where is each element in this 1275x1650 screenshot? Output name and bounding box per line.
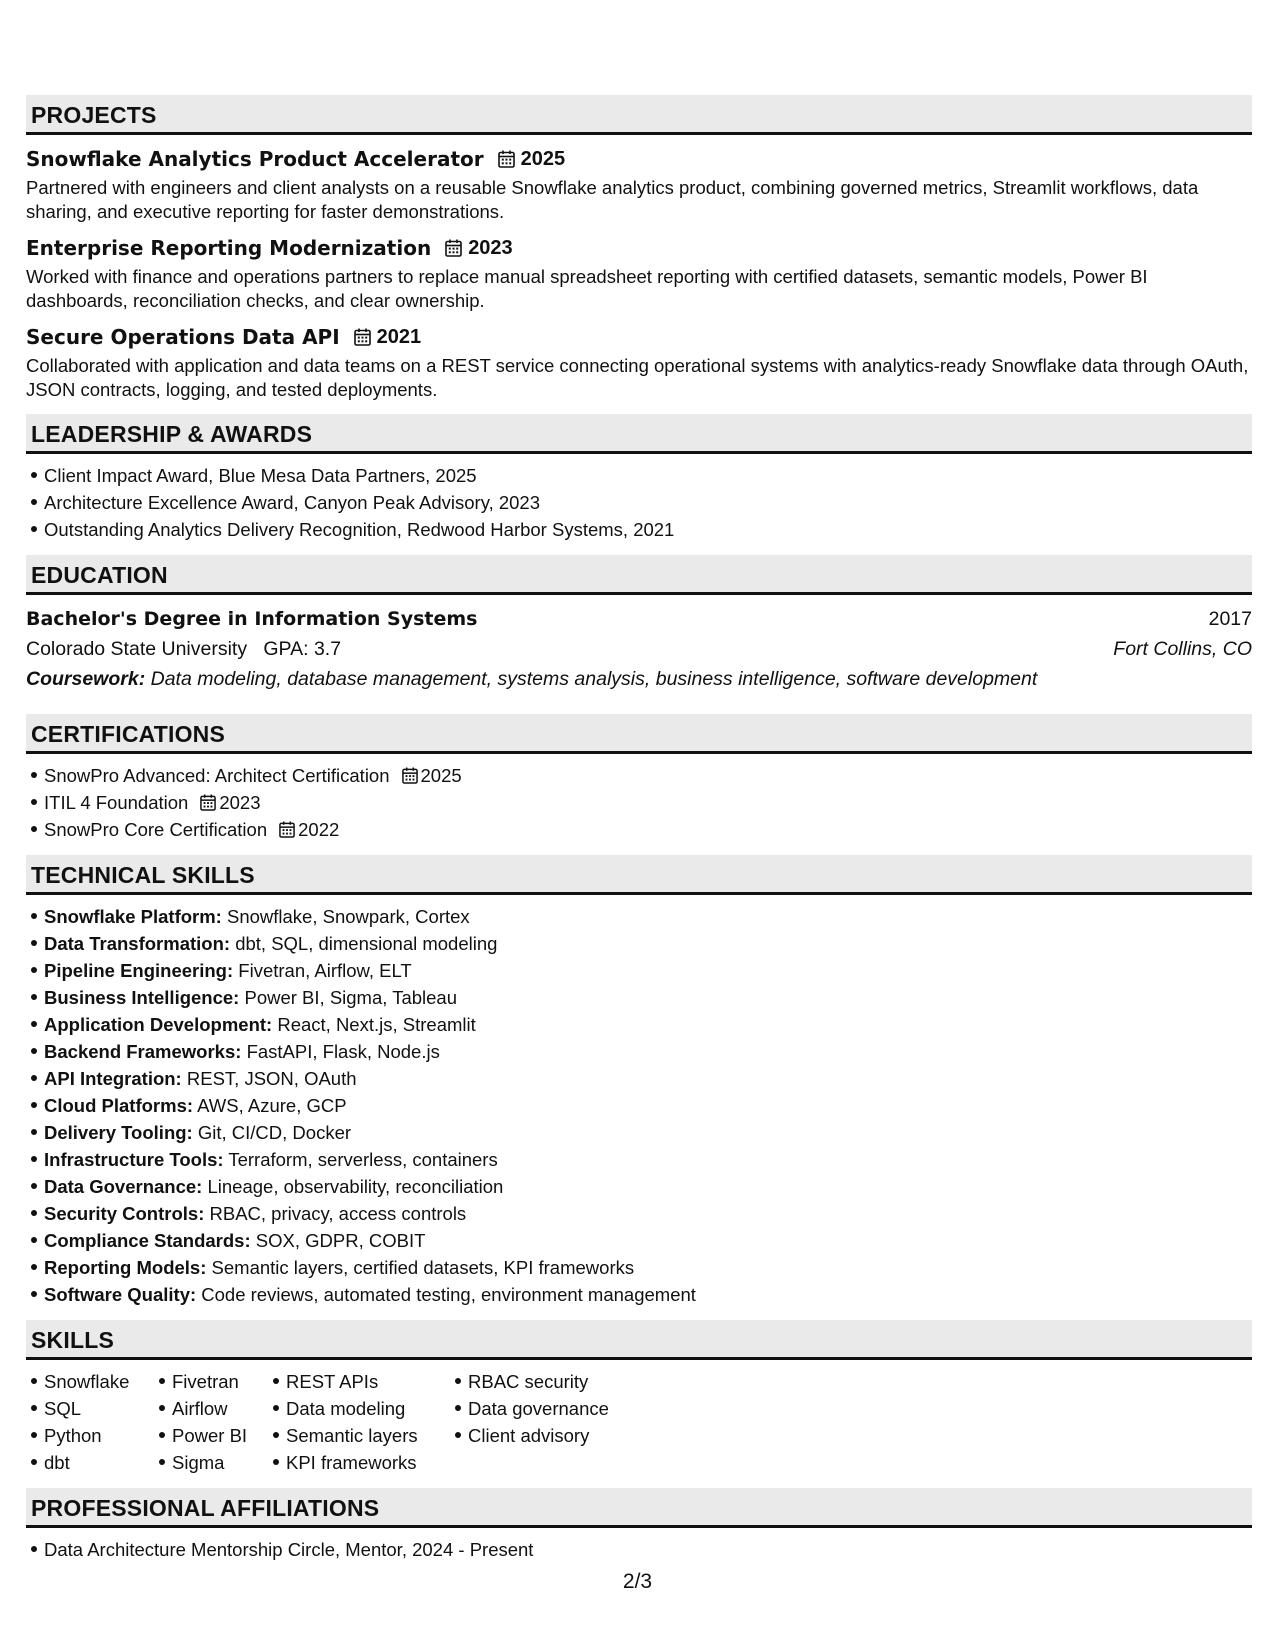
skill-category-label: Data Governance:: [44, 1176, 203, 1197]
calendar-icon: [498, 150, 515, 168]
cert-year: 2025: [420, 765, 462, 786]
calendar-icon: [402, 767, 418, 784]
list-item: [44, 1254, 1252, 1281]
coursework: [26, 664, 1252, 694]
calendar-icon: [200, 794, 216, 811]
project-title: Secure Operations Data API: [26, 325, 340, 349]
page-number: 2/3: [622, 1570, 653, 1593]
awards-list: [26, 462, 1252, 543]
skills-grid: [26, 1368, 1252, 1476]
list-item: Outstanding Analytics Delivery Recognition, Redwood Harbor Systems, 2021: [44, 516, 1252, 543]
cert-name: SnowPro Advanced: Architect Certification: [44, 765, 390, 786]
skill-category-value: SOX, GDPR, COBIT: [255, 1230, 426, 1251]
list-item: SQL: [44, 1395, 154, 1422]
cert-year: 2023: [219, 792, 261, 813]
section-heading-affiliations: PROFESSIONAL AFFILIATIONS: [26, 1488, 1252, 1528]
skills-column: [154, 1368, 268, 1476]
skill-category-label: Security Controls:: [44, 1203, 205, 1224]
project-description: Collaborated with application and data teams on a REST service connecting operational systems with analytics-ready Snowflake data through OAuth, JSON contracts, logging, and tested deployments.: [26, 355, 1249, 400]
skill-category-label: Pipeline Engineering:: [44, 960, 234, 981]
list-item: [44, 1092, 1252, 1119]
list-item: Semantic layers: [286, 1422, 450, 1449]
skill-category-label: Snowflake Platform:: [44, 906, 222, 927]
list-item: Power BI: [172, 1422, 268, 1449]
list-item: Python: [44, 1422, 154, 1449]
coursework-label: Coursework:: [26, 668, 146, 690]
list-item: Client advisory: [468, 1422, 609, 1449]
list-item: [44, 957, 1252, 984]
skill-category-label: API Integration:: [44, 1068, 182, 1089]
calendar-icon: [445, 239, 462, 257]
list-item: [44, 1065, 1252, 1092]
list-item: [44, 903, 1252, 930]
list-item: Sigma: [172, 1449, 268, 1476]
section-heading-skills: SKILLS: [26, 1320, 1252, 1360]
resume-page: [26, 95, 1252, 1563]
skill-category-label: Infrastructure Tools:: [44, 1149, 224, 1170]
list-item: [44, 1227, 1252, 1254]
calendar-icon: [354, 328, 371, 346]
skill-category-label: Business Intelligence:: [44, 987, 240, 1008]
list-item: Airflow: [172, 1395, 268, 1422]
list-item: Fivetran: [172, 1368, 268, 1395]
skill-category-label: Backend Frameworks:: [44, 1041, 242, 1062]
list-item: [44, 762, 1252, 789]
affiliations-list: [26, 1536, 1252, 1563]
skill-category-label: Reporting Models:: [44, 1257, 207, 1278]
skill-category-value: RBAC, privacy, access controls: [209, 1203, 467, 1224]
list-item: [44, 1011, 1252, 1038]
list-item: [44, 1119, 1252, 1146]
graduation-year: 2017: [1208, 608, 1252, 630]
skill-category-value: FastAPI, Flask, Node.js: [246, 1041, 440, 1062]
project-title: Snowflake Analytics Product Accelerator: [26, 147, 484, 171]
project-year: 2021: [376, 326, 422, 348]
list-item: [44, 930, 1252, 957]
section-heading-education: EDUCATION: [26, 555, 1252, 595]
skill-category-label: Software Quality:: [44, 1284, 197, 1305]
project-title: Enterprise Reporting Modernization: [26, 236, 432, 260]
project-item: [26, 146, 1252, 224]
cert-name: SnowPro Core Certification: [44, 819, 268, 840]
list-item: [44, 789, 1252, 816]
skill-category-value: Lineage, observability, reconciliation: [207, 1176, 504, 1197]
project-item: [26, 324, 1252, 402]
education-entry: [26, 604, 1252, 694]
skill-category-label: Cloud Platforms:: [44, 1095, 194, 1116]
list-item: KPI frameworks: [286, 1449, 450, 1476]
list-item: [44, 1173, 1252, 1200]
list-item: [44, 1200, 1252, 1227]
list-item: RBAC security: [468, 1368, 609, 1395]
coursework-text: Data modeling, database management, systems analysis, business intelligence, software development: [150, 668, 1038, 690]
section-heading-leadership: LEADERSHIP & AWARDS: [26, 414, 1252, 454]
skill-category-value: Fivetran, Airflow, ELT: [238, 960, 412, 981]
list-item: [44, 984, 1252, 1011]
list-item: dbt: [44, 1449, 154, 1476]
section-heading-technical-skills: TECHNICAL SKILLS: [26, 855, 1252, 895]
cert-name: ITIL 4 Foundation: [44, 792, 189, 813]
list-item: Client Impact Award, Blue Mesa Data Partners, 2025: [44, 462, 1252, 489]
skill-category-label: Data Transformation:: [44, 933, 231, 954]
skill-category-value: REST, JSON, OAuth: [186, 1068, 357, 1089]
skill-category-value: dbt, SQL, dimensional modeling: [235, 933, 498, 954]
list-item: Data Architecture Mentorship Circle, Mentor, 2024 - Present: [44, 1536, 1252, 1563]
skill-category-value: Power BI, Sigma, Tableau: [244, 987, 458, 1008]
section-heading-certifications: CERTIFICATIONS: [26, 714, 1252, 754]
skill-category-label: Compliance Standards:: [44, 1230, 251, 1251]
school-location: Fort Collins, CO: [1113, 638, 1252, 660]
list-item: Data modeling: [286, 1395, 450, 1422]
list-item: [44, 1038, 1252, 1065]
list-item: Architecture Excellence Award, Canyon Peak Advisory, 2023: [44, 489, 1252, 516]
skills-column: [26, 1368, 154, 1476]
list-item: [44, 816, 1252, 843]
project-year: 2025: [520, 148, 566, 170]
list-item: Snowflake: [44, 1368, 154, 1395]
school-name: Colorado State University: [26, 638, 248, 660]
gpa: GPA: 3.7: [263, 638, 342, 660]
degree-title: Bachelor's Degree in Information Systems: [26, 608, 478, 630]
list-item: REST APIs: [286, 1368, 450, 1395]
calendar-icon: [279, 821, 295, 838]
skill-category-value: AWS, Azure, GCP: [197, 1095, 347, 1116]
skills-column: [450, 1368, 609, 1476]
skill-category-value: Snowflake, Snowpark, Cortex: [226, 906, 470, 927]
certifications-list: [26, 762, 1252, 843]
list-item: Data governance: [468, 1395, 609, 1422]
skill-category-value: Terraform, serverless, containers: [228, 1149, 498, 1170]
skill-category-value: Code reviews, automated testing, environment management: [201, 1284, 696, 1305]
cert-year: 2022: [298, 819, 340, 840]
skill-category-label: Delivery Tooling:: [44, 1122, 193, 1143]
project-item: [26, 235, 1252, 313]
skill-category-value: React, Next.js, Streamlit: [277, 1014, 476, 1035]
skill-category-value: Semantic layers, certified datasets, KPI frameworks: [211, 1257, 635, 1278]
skill-category-label: Application Development:: [44, 1014, 273, 1035]
technical-skills-list: [26, 903, 1252, 1308]
list-item: [44, 1281, 1252, 1308]
skill-category-value: Git, CI/CD, Docker: [197, 1122, 352, 1143]
project-description: Worked with finance and operations partners to replace manual spreadsheet reporting with certified datasets, semantic models, Power BI dashboards, reconciliation checks, and clear ownership.: [26, 266, 1148, 311]
section-heading-projects: PROJECTS: [26, 95, 1252, 135]
project-description: Partnered with engineers and client analysts on a reusable Snowflake analytics product, combining governed metrics, Streamlit workflows, data sharing, and executive reporting for faster demonstrations.: [26, 177, 1199, 222]
list-item: [44, 1146, 1252, 1173]
skills-column: [268, 1368, 450, 1476]
project-year: 2023: [468, 237, 513, 259]
